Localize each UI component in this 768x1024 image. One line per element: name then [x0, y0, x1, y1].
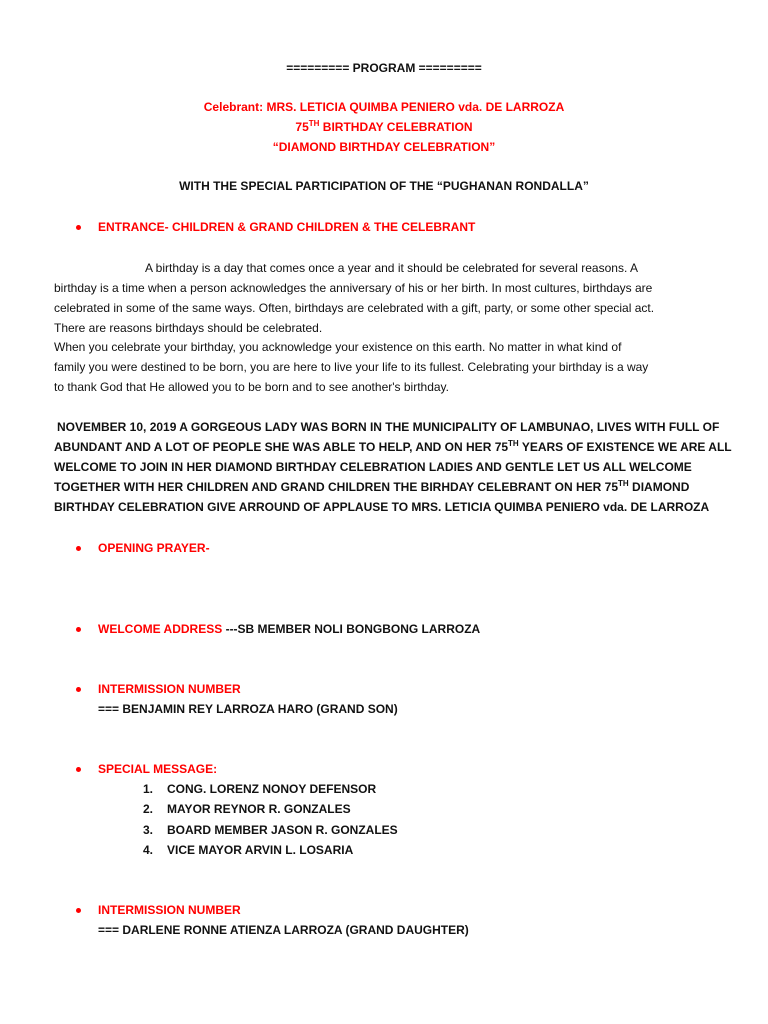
special-message-label: SPECIAL MESSAGE: [98, 762, 218, 776]
bullet-icon [76, 627, 81, 632]
welcome-address-line [98, 621, 480, 637]
announcement-line-1: NOVEMBER 10, 2019 A GORGEOUS LADY WAS BORN IN THE MUNICIPALITY OF LAMBUNAO, LIVES WITH FULL OF [57, 420, 720, 434]
intro-line-1: A birthday is a day that comes once a year and it should be celebrated for several reasons. A [145, 261, 638, 275]
special-message-num: 2. [143, 802, 154, 816]
announcement-line-5: BIRTHDAY CELEBRATION GIVE ARROUND OF APPLAUSE TO MRS. LETICIA QUIMBA PENIERO vda. DE LARROZA [54, 500, 710, 514]
special-message-num: 1. [143, 782, 154, 796]
special-message-item [143, 842, 353, 858]
participation-line: WITH THE SPECIAL PARTICIPATION OF THE “PUGHANAN RONDALLA” [179, 179, 589, 193]
bullet-icon [76, 908, 81, 913]
diamond-line: “DIAMOND BIRTHDAY CELEBRATION” [272, 140, 496, 154]
birthday-sup: TH [308, 119, 320, 128]
special-message-text: BOARD MEMBER JASON R. GONZALES [167, 823, 398, 837]
birthday-number-line [0, 119, 768, 135]
birthday-rest: BIRTHDAY CELEBRATION [319, 120, 473, 134]
announcement-line-3: WELCOME TO JOIN IN HER DIAMOND BIRTHDAY CELEBRATION LADIES AND GENTLE LET US ALL WELCOME [54, 460, 692, 474]
bullet-icon [76, 546, 81, 551]
intro-line-7: to thank God that He allowed you to be born and to see another's birthday. [54, 380, 449, 394]
bullet-icon [76, 687, 81, 692]
announcement-line-2 [54, 439, 732, 455]
special-message-text: MAYOR REYNOR R. GONZALES [167, 802, 351, 816]
announcement-line-2-sup: TH [508, 439, 519, 448]
special-message-num: 3. [143, 823, 154, 837]
intro-line-5: When you celebrate your birthday, you acknowledge your existence on this earth. No matter in what kind of [54, 340, 622, 354]
announcement-line-4b: DIAMOND [628, 480, 690, 494]
special-message-text: CONG. LORENZ NONOY DEFENSOR [167, 782, 377, 796]
intermission-2-detail: === DARLENE RONNE ATIENZA LARROZA (GRAND DAUGHTER) [98, 923, 469, 937]
celebrant-line: Celebrant: MRS. LETICIA QUIMBA PENIERO vda. DE LARROZA [203, 100, 565, 114]
announcement-line-2a: ABUNDANT AND A LOT OF PEOPLE SHE WAS ABLE TO HELP, AND ON HER 75 [54, 440, 509, 454]
announcement-line-2b: YEARS OF EXISTENCE WE ARE ALL [518, 440, 732, 454]
special-message-item [143, 801, 351, 817]
welcome-address-detail: ---SB MEMBER NOLI BONGBONG LARROZA [222, 622, 481, 636]
special-message-item [143, 781, 376, 797]
special-message-text: VICE MAYOR ARVIN L. LOSARIA [167, 843, 354, 857]
birthday-number: 75 [295, 120, 309, 134]
bullet-icon [76, 225, 81, 230]
welcome-address-label: WELCOME ADDRESS [98, 622, 223, 636]
announcement-line-4a: TOGETHER WITH HER CHILDREN AND GRAND CHILDREN THE BIRHDAY CELEBRANT ON HER 75 [54, 480, 619, 494]
announcement-line-4-sup: TH [618, 479, 629, 488]
announcement-line-4 [54, 479, 689, 495]
intermission-2-label: INTERMISSION NUMBER [98, 903, 241, 917]
special-message-num: 4. [143, 843, 154, 857]
intro-line-4: There are reasons birthdays should be celebrated. [54, 321, 323, 335]
intro-line-6: family you were destined to be born, you are here to live your life to its fullest. Celebrating your birthday is a way [54, 360, 649, 374]
program-title: ========= PROGRAM ========= [286, 61, 482, 75]
bullet-icon [76, 767, 81, 772]
entrance-label: ENTRANCE- CHILDREN & GRAND CHILDREN & THE CELEBRANT [98, 220, 476, 234]
opening-prayer-label: OPENING PRAYER- [98, 541, 210, 555]
special-message-item [143, 822, 398, 838]
intro-line-2: birthday is a time when a person acknowledges the anniversary of his or her birth. In most cultures, birthdays are [54, 281, 653, 295]
intermission-1-detail: === BENJAMIN REY LARROZA HARO (GRAND SON) [98, 702, 398, 716]
intermission-1-label: INTERMISSION NUMBER [98, 682, 241, 696]
intro-line-3: celebrated in some of the same ways. Often, birthdays are celebrated with a gift, party, or some other special act. [54, 301, 655, 315]
